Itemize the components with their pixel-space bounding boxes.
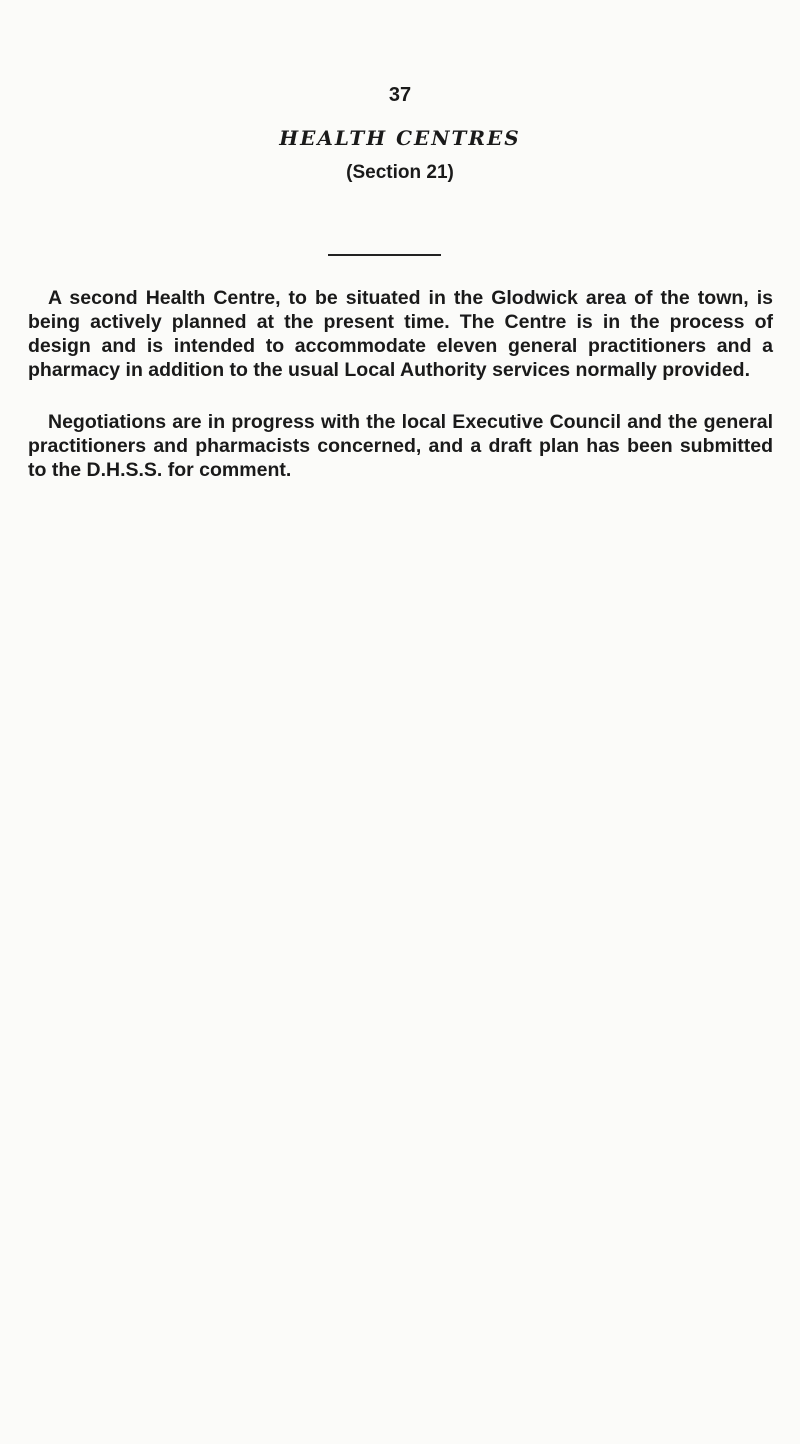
paragraph-2: Negotiations are in progress with the local Executive Council and the general practitioners and pharmacists concerned, and a draft plan has been submitted to the D.H.S.S. for comment. [28, 411, 773, 481]
page-title: HEALTH CENTRES [279, 126, 521, 150]
section-reference: (Section 21) [346, 162, 454, 183]
page-number: 37 [388, 84, 412, 106]
paragraph-1: A second Health Centre, to be situated in the Glodwick area of the town, is being actively planned at the present time. The Centre is in the process of design and is intended to accommodate eleven general practitioners and a pharmacy in addition to the usual Local Authority services normally provided. [28, 287, 773, 381]
title-divider [328, 254, 441, 256]
